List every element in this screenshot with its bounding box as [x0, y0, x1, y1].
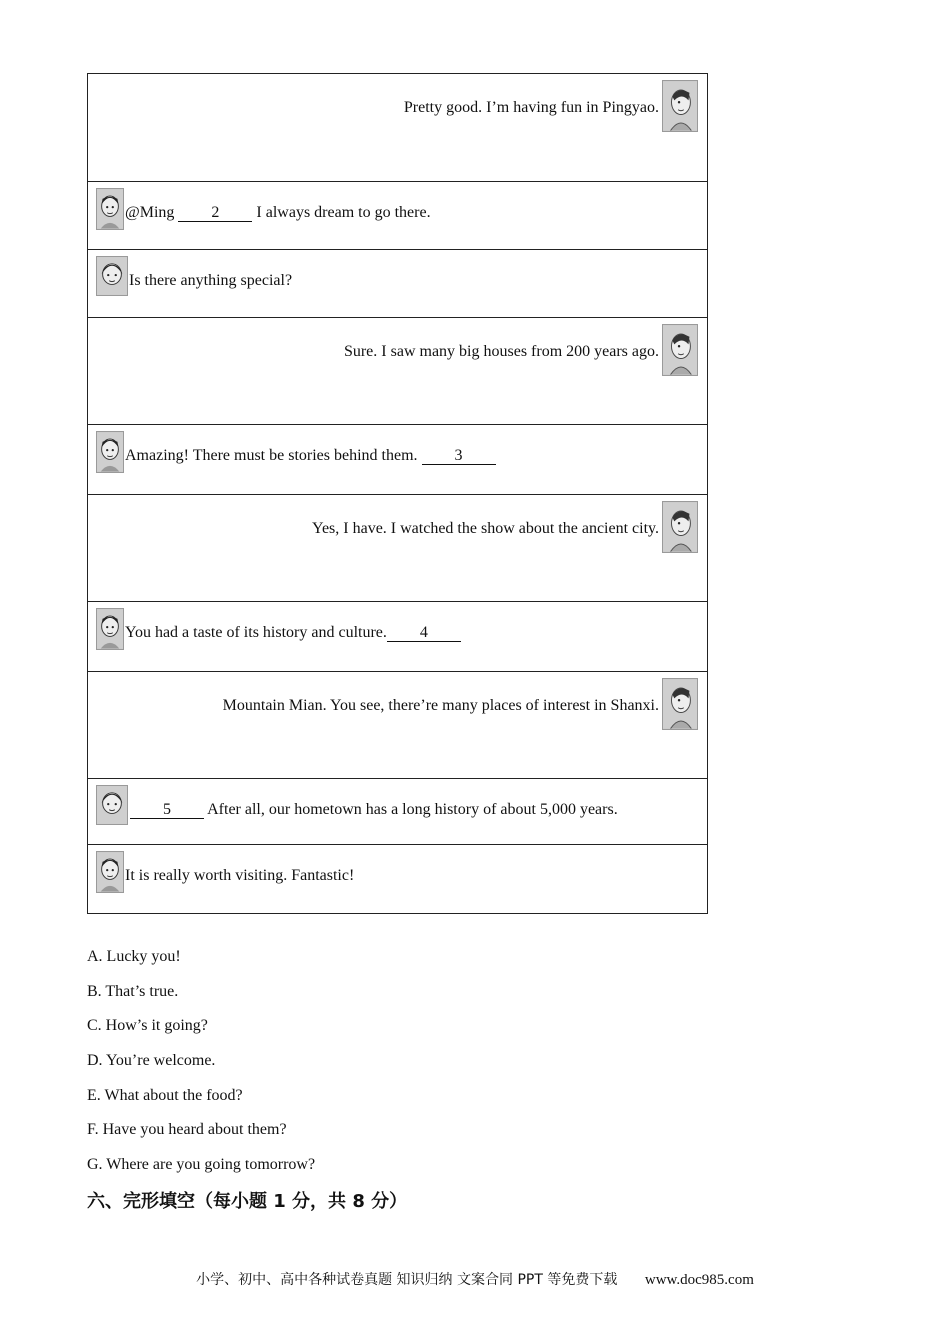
girl2-avatar-icon — [96, 256, 128, 296]
answer-blank-3[interactable]: 3 — [422, 448, 496, 465]
footer-url[interactable]: www.doc985.com — [644, 1272, 754, 1288]
chat-row-6 — [88, 494, 707, 601]
chat-row-9 — [88, 778, 707, 844]
chat-text: Sure. I saw many big houses from 200 years ago. — [343, 343, 659, 360]
chat-text: Mountain Mian. You see, there’re many places of interest in Shanxi. — [222, 697, 659, 714]
chat-text: @Ming 2 I always dream to go there. — [125, 204, 431, 221]
chat-text: Yes, I have. I watched the show about the ancient city. — [311, 520, 659, 537]
girl-avatar-icon — [96, 188, 124, 230]
answer-blank-2[interactable]: 2 — [178, 205, 252, 222]
chat-text: Is there anything special? — [129, 272, 293, 289]
chat-text: You had a taste of its history and culture. 4 — [125, 623, 461, 643]
page-footer — [0, 1269, 950, 1289]
option-a: A. Lucky you! — [87, 948, 181, 965]
chat-row-3 — [88, 249, 707, 317]
chat-row-5 — [88, 424, 707, 494]
option-c: C. How’s it going? — [87, 1017, 208, 1035]
option-b: B. That’s true. — [87, 982, 179, 1000]
section-title: 六、完形填空（每小题 1 分，共 8 分） — [87, 1191, 408, 1212]
boy-avatar-icon — [662, 501, 698, 553]
answer-blank-4[interactable]: 4 — [387, 625, 461, 642]
girl-avatar-icon — [96, 608, 124, 650]
option-d: D. You’re welcome. — [87, 1052, 216, 1070]
option-e: E. What about the food? — [87, 1086, 243, 1104]
chat-row-4 — [88, 317, 707, 424]
girl-avatar-icon — [96, 431, 124, 473]
chat-text: Amazing! There must be stories behind them. 3 — [125, 446, 496, 466]
boy-avatar-icon — [662, 678, 698, 730]
option-g: G. Where are you going tomorrow? — [87, 1156, 316, 1174]
chat-row-2 — [88, 181, 707, 249]
dialogue-table — [87, 73, 708, 914]
answer-options — [87, 946, 315, 1189]
boy-avatar-icon — [662, 80, 698, 132]
chat-text: 5 After all, our hometown has a long history of about 5,000 years. — [130, 800, 618, 820]
chat-row-10 — [88, 844, 707, 913]
footer-text: 小学、初中、高中各种试卷真题 知识归纳 文案合同 PPT 等免费下载 — [196, 1272, 618, 1288]
answer-blank-5[interactable]: 5 — [130, 802, 204, 819]
option-f: F. Have you heard about them? — [87, 1121, 287, 1139]
chat-row-1 — [88, 74, 707, 181]
chat-text: It is really worth visiting. Fantastic! — [125, 867, 355, 884]
chat-row-7 — [88, 601, 707, 671]
chat-text: Pretty good. I’m having fun in Pingyao. — [403, 99, 659, 116]
boy-avatar-icon — [662, 324, 698, 376]
girl2-avatar-icon — [96, 785, 128, 825]
girl-avatar-icon — [96, 851, 124, 893]
chat-row-8 — [88, 671, 707, 778]
